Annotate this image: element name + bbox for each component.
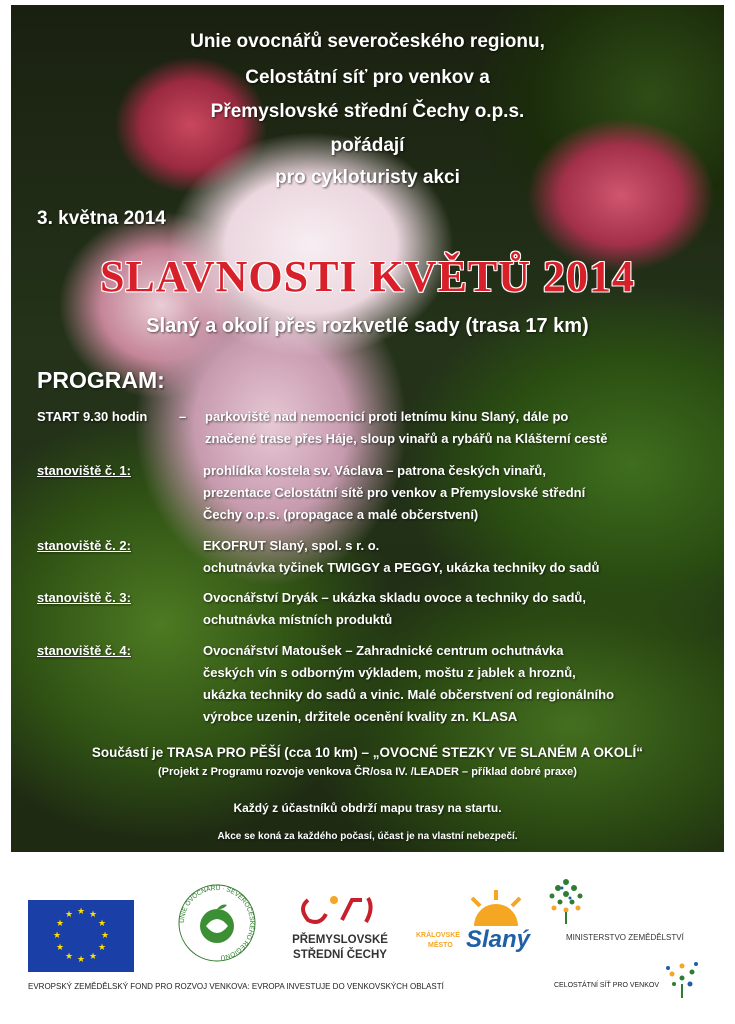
program-heading: PROGRAM: [37, 367, 165, 393]
station-3-label: stanoviště č. 3: [37, 590, 131, 605]
project-note: (Projekt z Programu rozvoje venkova ČR/osa IV. /LEADER – příklad dobré praxe) [158, 766, 577, 778]
start-line-2: značené trase přes Háje, sloup vinařů a rybářů na Klášterní cestě [205, 431, 608, 446]
station-1-line-2: prezentace Celostátní sítě pro venkov a Přemyslovské střední [203, 485, 586, 500]
event-date: 3. května 2014 [37, 208, 166, 229]
slany-small-line-2: MĚSTO [428, 942, 453, 949]
pc-logo-line-2: STŘEDNÍ ČECHY [293, 949, 387, 961]
pc-logo-line-1: PŘEMYSLOVSKÉ [292, 934, 388, 946]
start-dash: – [179, 409, 187, 424]
kralovske-mesto-slany-logo [416, 890, 531, 965]
map-note: Každý z účastníků obdrží mapu trasy na startu. [233, 801, 502, 815]
ministerstvo-zemedelstvi-logo [546, 876, 726, 946]
eu-fund-text: EVROPSKÝ ZEMĚDĚLSKÝ FOND PRO ROZVOJ VENKOVA: EVROPA INVESTUJE DO VENKOVSKÝCH OBLASTÍ [28, 982, 444, 991]
organizer-line-5: pro cykloturisty akci [275, 167, 460, 188]
slany-small-line-1: KRÁLOVSKÉ [416, 932, 460, 939]
start-label: START 9.30 hodin [37, 409, 148, 424]
ministry-text: MINISTERSTVO ZEMĚDĚLSTVÍ [566, 933, 684, 942]
station-2-line-2: ochutnávka tyčinek TWIGGY a PEGGY, ukázka techniky do sadů [203, 560, 600, 575]
station-2-label: stanoviště č. 2: [37, 538, 131, 553]
station-2-line-1: EKOFRUT Slaný, spol. s r. o. [203, 538, 380, 553]
station-3-line-2: ochutnávka místních produktů [203, 612, 393, 627]
network-tree-icon [664, 960, 700, 1000]
premyslovske-stredni-cechy-logo [290, 890, 390, 970]
organizer-line-3: Přemyslovské střední Čechy o.p.s. [210, 101, 525, 122]
station-1-line-1: prohlídka kostela sv. Václava – patrona českých vinařů, [203, 463, 546, 478]
station-1-line-3: Čechy o.p.s. (propagace a malé občerstvení) [203, 507, 479, 522]
svg-text:UNIE OVOCNÁŘŮ · SEVEROČESKÉHO: UNIE OVOCNÁŘŮ · SEVEROČESKÉHO REGIONU [178, 884, 256, 961]
walking-route-note: Součástí je TRASA PRO PĚŠÍ (cca 10 km) – „OVOCNÉ STEZKY VE SLANÉM A OKOLÍ“ [91, 745, 644, 760]
unie-ovocnaru-logo [176, 882, 258, 964]
organizer-line-2: Celostátní síť pro venkov a [245, 67, 490, 88]
station-1-label: stanoviště č. 1: [37, 463, 131, 478]
station-4-line-3: ukázka techniky do sadů a vinic. Malé občerstvení od regionálního [203, 687, 615, 702]
slany-big-text: Slaný [466, 926, 531, 953]
eu-flag-logo: ★ ★ ★ ★ ★ ★ ★ ★ ★ ★ ★ ★ [28, 900, 134, 972]
event-title: SLAVNOSTI KVĚTŮ 2014 [99, 252, 636, 301]
sponsor-logos [0, 860, 735, 1024]
weather-note: Akce se koná za každého počasí, účast je na vlastní nebezpečí. [217, 831, 518, 842]
station-4-line-4: výrobce uzenin, držitele ocenění kvality zn. KLASA [203, 709, 518, 724]
station-3-line-1: Ovocnářství Dryák – ukázka skladu ovoce a techniky do sadů, [203, 590, 586, 605]
network-text: CELOSTÁTNÍ SÍŤ PRO VENKOV [554, 982, 660, 989]
station-4-line-2: českých vín s odborným výkladem, moštu z jablek a hroznů, [203, 665, 576, 680]
event-subtitle: Slaný a okolí přes rozkvetlé sady (trasa 17 km) [146, 315, 589, 337]
poster-background [11, 5, 724, 852]
start-line-1: parkoviště nad nemocnicí proti letnímu kinu Slaný, dále po [205, 409, 569, 424]
organizer-line-1: Unie ovocnářů severočeského regionu, [190, 31, 545, 52]
station-4-line-1: Ovocnářství Matoušek – Zahradnické centrum ochutnávka [203, 643, 564, 658]
station-4-label: stanoviště č. 4: [37, 643, 131, 658]
organizer-line-4: pořádají [330, 135, 405, 156]
